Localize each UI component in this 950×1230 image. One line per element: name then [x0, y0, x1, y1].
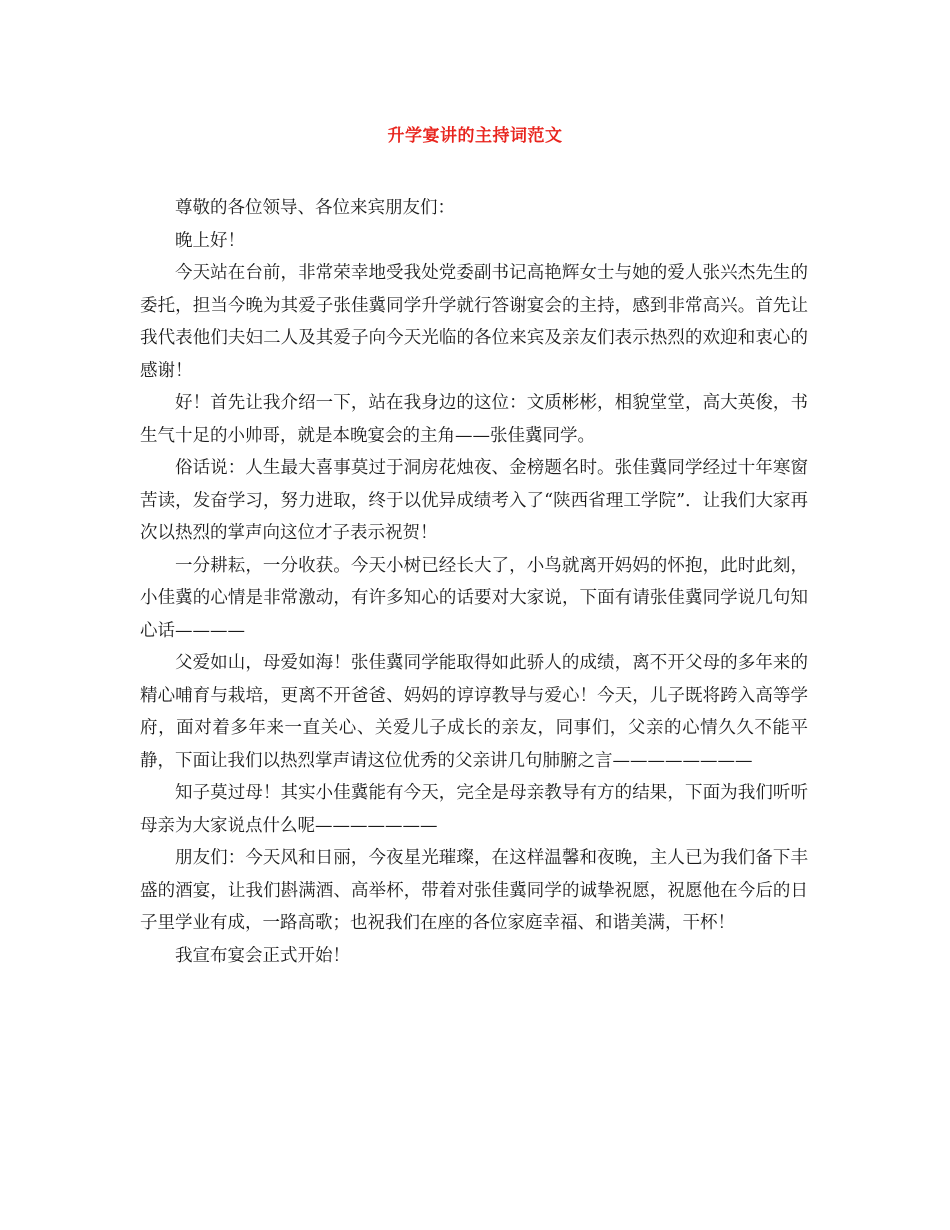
document-body: [140, 192, 808, 972]
paragraph-entrustment: 今天站在台前，非常荣幸地受我处党委副书记高艳辉女士与她的爱人张兴杰先生的委托，担当今晚为其爱子张佳冀同学升学就行答谢宴会的主持，感到非常高兴。首先让我代表他们夫妇二人及其爱子向今天光临的各位来宾及亲友们表示热烈的欢迎和衷心的感谢！: [140, 263, 808, 381]
paragraph-student-speech: 一分耕耘，一分收获。今天小树已经长大了，小鸟就离开妈妈的怀抱，此时此刻，小佳冀的心情是非常激动，有许多知心的话要对大家说，下面有请张佳冀同学说几句知心话————: [140, 555, 808, 641]
paragraph-congratulation: 俗话说：人生最大喜事莫过于洞房花烛夜、金榜题名时。张佳冀同学经过十年寒窗苦读，发奋学习，努力进取，终于以优异成绩考入了“陕西省理工学院”．让我们大家再次以热烈的掌声向这位才子表示祝贺！: [140, 458, 808, 543]
paragraph-father-speech: 父爱如山，母爱如海！张佳冀同学能取得如此骄人的成绩，离不开父母的多年来的精心哺育与栽培，更离不开爸爸、妈妈的谆谆教导与爱心！今天，儿子既将跨入高等学府，面对着多年来一直关心、关爱儿子成长的亲友，同事们，父亲的心情久久不能平静，下面让我们以热烈掌声请这位优秀的父亲讲几句肺腑之言————————: [140, 653, 808, 771]
paragraph-mother-speech: 知子莫过母！其实小佳冀能有今天，完全是母亲教导有方的结果，下面为我们听听母亲为大家说点什么呢———————: [140, 783, 808, 836]
paragraph-greeting: 尊敬的各位领导、各位来宾朋友们：: [175, 198, 455, 218]
paragraph-opening: 我宣布宴会正式开始！: [175, 945, 350, 966]
paragraph-introduction: 好！首先让我介绍一下，站在我身边的这位：文质彬彬，相貌堂堂，高大英俊，书生气十足的小帅哥，就是本晚宴会的主角——张佳冀同学。: [140, 393, 808, 446]
paragraph-good-evening: 晚上好！: [175, 230, 245, 251]
paragraph-toast: 朋友们：今天风和日丽，今夜星光璀璨，在这样温馨和夜晚，主人已为我们备下丰盛的酒宴，让我们斟满酒、高举杯，带着对张佳冀同学的诚挚祝愿，祝愿他在今后的日子里学业有成，一路高歌；也祝我们在座的各位家庭幸福、和谐美满，干杯！: [140, 848, 808, 933]
document-title: 升学宴讲的主持词范文: [387, 126, 563, 146]
